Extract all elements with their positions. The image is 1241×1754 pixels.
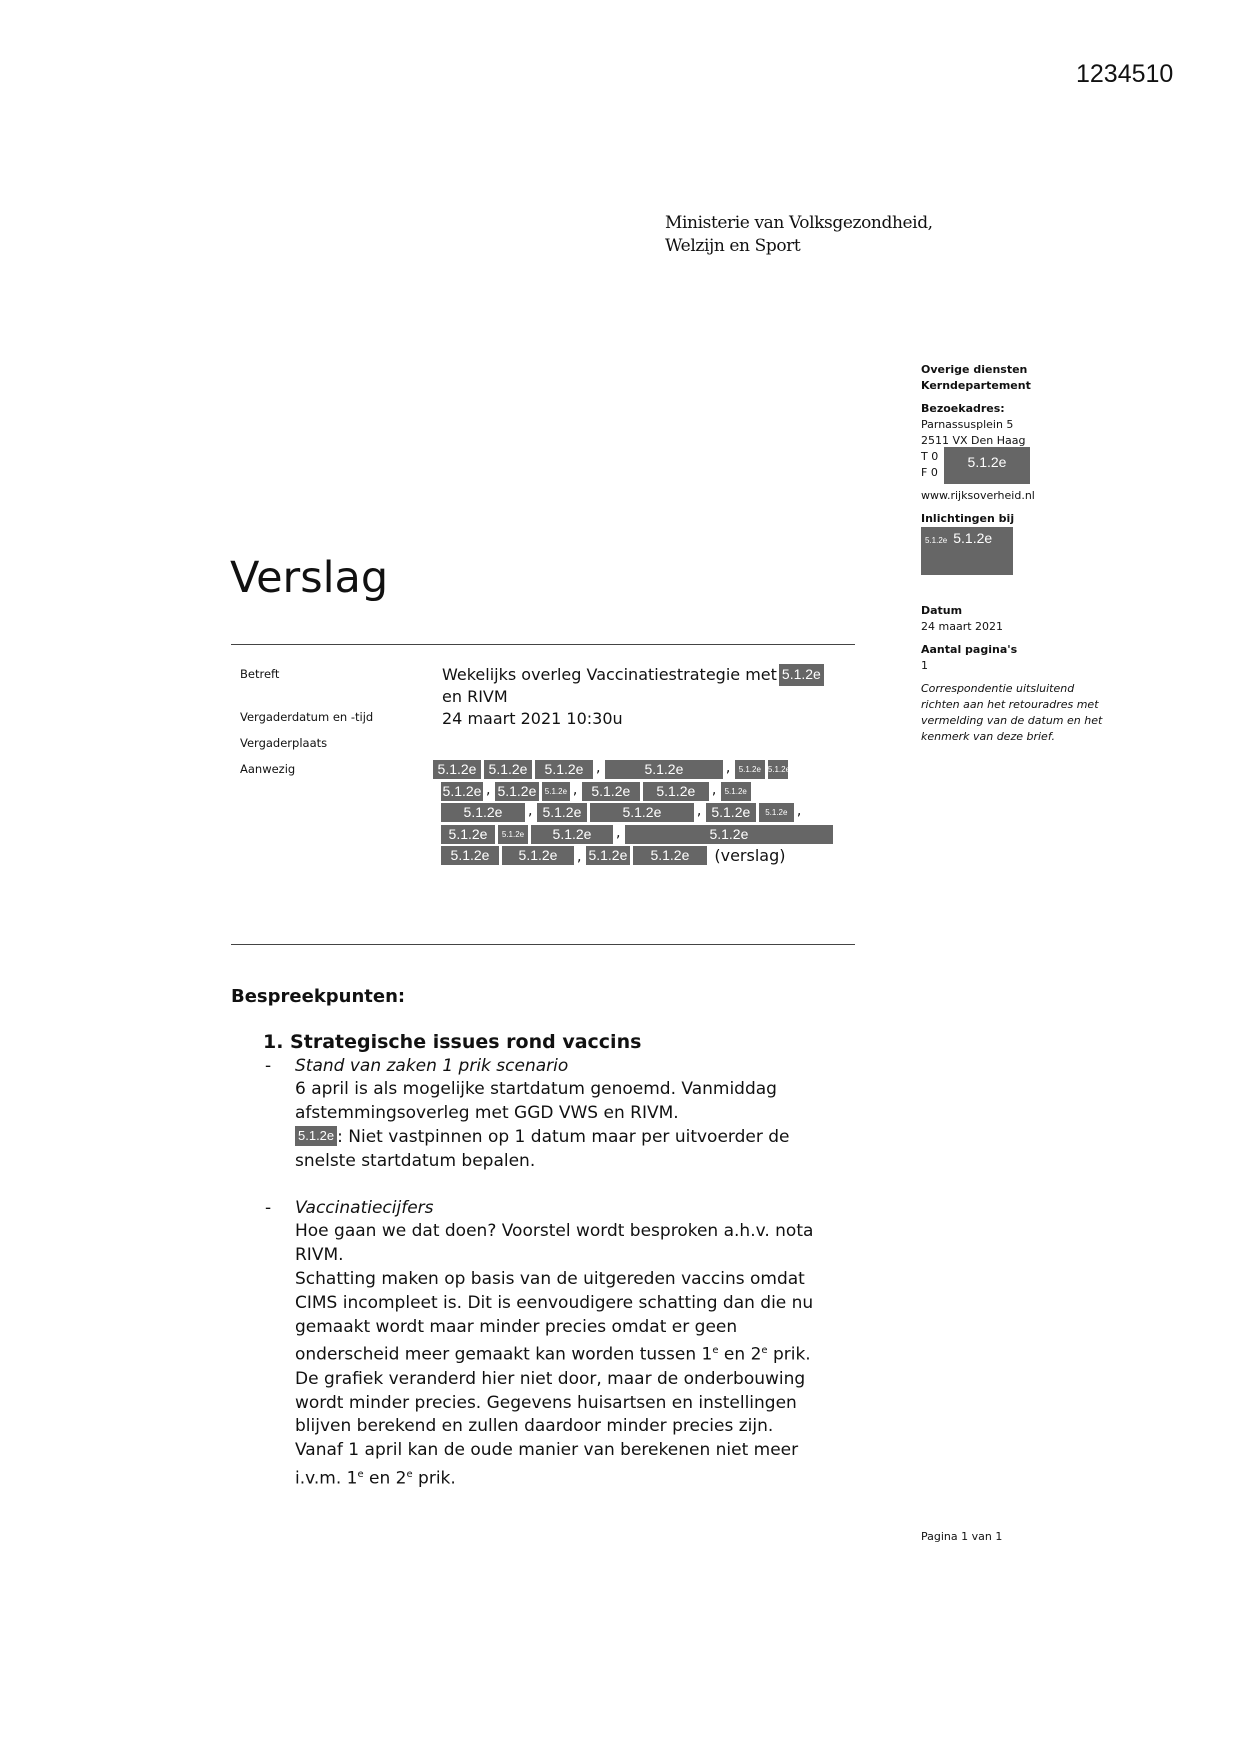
subitem-text: 6 april is als mogelijke startdatum genoemd. Vanmiddag afstemmingsoverleg met GGD VWS en RIVM. 5.1.2e : Niet vastpinnen op 1 datum maar per uitvoerder de snelste startdatum bepalen. xyxy=(295,1079,790,1171)
page-number: Pagina 1 van 1 xyxy=(921,1530,1003,1543)
ministry-line-1: Ministerie van Volksgezondheid, xyxy=(665,213,933,233)
ministry-logo-text xyxy=(665,212,933,258)
datetime-label: Vergaderdatum en -tijd xyxy=(240,710,374,724)
subitem-text: Hoe gaan we dat doen? Voorstel wordt besproken a.h.v. nota RIVM. Schatting maken op basis van de uitgereden vaccins omdat CIMS incompleet is. Dit is eenvoudigere schatting dan die nu gemaakt wordt maar minder precies omdat er geen onderscheid meer gemaakt kan worden tussen 1e en 2e prik. De grafiek veranderd hier niet door, maar de onderbouwing wordt minder precies. Gegevens huisartsen en instellingen blijven berekend en zullen daardoor minder precies zijn. Vanaf 1 april kan de oude manier van berekenen niet meer i.v.m. 1e en 2e prik. xyxy=(295,1221,814,1489)
city: 2511 VX Den Haag xyxy=(921,434,1026,447)
dept-2: Kerndepartement xyxy=(921,379,1031,392)
sidebar xyxy=(921,362,1161,745)
redaction-box: 5.1.2e xyxy=(779,664,824,686)
divider xyxy=(231,944,855,945)
info-heading: Inlichtingen bij xyxy=(921,512,1015,525)
place-label: Vergaderplaats xyxy=(240,736,328,750)
fax: F 0 xyxy=(921,466,938,479)
date: 24 maart 2021 xyxy=(921,620,1004,633)
redaction-box: 5.1.2e 5.1.2e xyxy=(921,527,1013,575)
subitem-title: - Stand van zaken 1 prik scenario xyxy=(265,1055,569,1076)
datetime-value: 24 maart 2021 10:30u xyxy=(442,709,623,728)
divider xyxy=(231,644,855,645)
document-id: 1234510 xyxy=(1076,60,1174,88)
subject-value: Wekelijks overleg Vaccinatiestrategie met 5.1.2e en RIVM xyxy=(442,664,824,708)
phone: T 0 xyxy=(921,450,939,463)
section-heading: Bespreekpunten: xyxy=(231,986,406,1007)
subitem-title: - Vaccinatiecijfers xyxy=(265,1197,434,1218)
page-title: Verslag xyxy=(230,553,389,603)
attendees-label: Aanwezig xyxy=(240,762,296,776)
dept-1: Overige diensten xyxy=(921,363,1028,376)
item-heading: 1. Strategische issues rond vaccins xyxy=(263,1030,642,1053)
street: Parnassusplein 5 xyxy=(921,418,1014,431)
correspondence-note: Correspondentie uitsluitend richten aan het retouradres met vermelding van de datum en het kenmerk van deze brief. xyxy=(921,682,1103,743)
pages-heading: Aantal pagina's xyxy=(921,643,1018,656)
ministry-line-2: Welzijn en Sport xyxy=(665,236,801,256)
discussion-points xyxy=(231,985,931,1491)
pages: 1 xyxy=(921,659,928,672)
date-heading: Datum xyxy=(921,604,963,617)
subject-label: Betreft xyxy=(240,667,280,681)
redaction-box: 5.1.2e xyxy=(944,447,1030,484)
attendees-list: 5.1.2e 5.1.2e 5.1.2e , 5.1.2e , 5.1.2e 5.1.2e 5.1.2e , 5.1.2e 5.1.2e , 5.1.2e 5.1.2e , 5.1.2e 5.1.2e , 5.1.2e 5.1.2e , 5.1.2e 5.1.2e , 5.1.2e 5.1.2e 5.1.2e , 5.1.2e 5.1.2e 5.1.2e , 5.1.2e 5.1.2e (verslag) xyxy=(433,760,836,868)
address-heading: Bezoekadres: xyxy=(921,402,1005,415)
website-link[interactable]: www.rijksoverheid.nl xyxy=(921,489,1035,502)
